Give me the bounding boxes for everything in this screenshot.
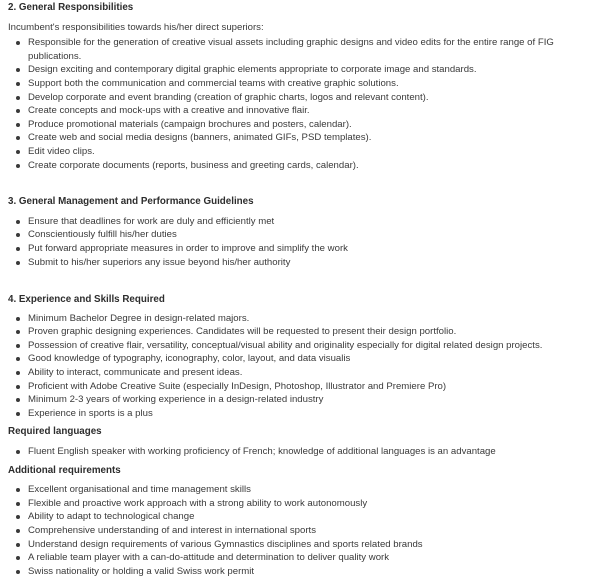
list-item: Possession of creative flair, versatility, conceptual/visual ability and originality especially for digital related design projects. bbox=[28, 339, 594, 353]
skills-list bbox=[8, 312, 594, 421]
list-item: Design exciting and contemporary digital graphic elements appropriate to corporate image and standards. bbox=[28, 63, 594, 77]
experience-skills-section bbox=[8, 293, 594, 420]
list-item: Ability to interact, communicate and present ideas. bbox=[28, 366, 594, 380]
list-item: Minimum Bachelor Degree in design-related majors. bbox=[28, 312, 594, 326]
section-title: 3. General Management and Performance Guidelines bbox=[8, 196, 254, 208]
list-item: Excellent organisational and time management skills bbox=[28, 483, 594, 497]
list-item: Develop corporate and event branding (creation of graphic charts, logos and relevant content). bbox=[28, 91, 594, 105]
list-item: Flexible and proactive work approach with a strong ability to work autonomously bbox=[28, 497, 594, 511]
list-item: A reliable team player with a can-do-attitude and determination to deliver quality work bbox=[28, 551, 594, 565]
guidelines-list bbox=[8, 215, 594, 269]
list-item: Comprehensive understanding of and interest in international sports bbox=[28, 524, 594, 538]
section-title: Additional requirements bbox=[8, 464, 121, 476]
list-item: Conscientiously fulfill his/her duties bbox=[28, 228, 594, 242]
list-item: Create corporate documents (reports, business and greeting cards, calendar). bbox=[28, 159, 594, 173]
list-item: Proficient with Adobe Creative Suite (especially InDesign, Photoshop, Illustrator and Premiere Pro) bbox=[28, 380, 594, 394]
section-title: 4. Experience and Skills Required bbox=[8, 294, 165, 306]
list-item: Swiss nationality or holding a valid Swiss work permit bbox=[28, 565, 594, 578]
list-item: Edit video clips. bbox=[28, 145, 594, 159]
section-intro: Incumbent's responsibilities towards his/her direct superiors: bbox=[8, 21, 264, 33]
list-item: Submit to his/her superiors any issue beyond his/her authority bbox=[28, 256, 594, 270]
responsibilities-list bbox=[8, 36, 594, 172]
section-title: Required languages bbox=[8, 426, 102, 438]
list-item: Create concepts and mock-ups with a creative and innovative flair. bbox=[28, 104, 594, 118]
list-item: Produce promotional materials (campaign brochures and posters, calendar). bbox=[28, 118, 594, 132]
list-item: Put forward appropriate measures in order to improve and simplify the work bbox=[28, 242, 594, 256]
list-item: Create web and social media designs (banners, animated GIFs, PSD templates). bbox=[28, 131, 594, 145]
list-item: Experience in sports is a plus bbox=[28, 407, 594, 421]
additional-requirements-list bbox=[8, 483, 594, 578]
list-item: Ensure that deadlines for work are duly and efficiently met bbox=[28, 215, 594, 229]
section-title: 2. General Responsibilities bbox=[8, 2, 134, 13]
list-item: Understand design requirements of various Gymnastics disciplines and sports related brands bbox=[28, 538, 594, 552]
list-item: Ability to adapt to technological change bbox=[28, 510, 594, 524]
additional-requirements-section bbox=[8, 464, 594, 578]
list-item: Good knowledge of typography, iconography, color, layout, and data visualis bbox=[28, 352, 594, 366]
languages-list bbox=[8, 445, 594, 459]
general-responsibilities-section bbox=[8, 1, 594, 172]
list-item: Support both the communication and commercial teams with creative graphic solutions. bbox=[28, 77, 594, 91]
list-item: Proven graphic designing experiences. Candidates will be requested to present their design portfolio. bbox=[28, 325, 594, 339]
list-item: Fluent English speaker with working proficiency of French; knowledge of additional languages is an advantage bbox=[28, 445, 594, 459]
required-languages-section bbox=[8, 425, 594, 458]
general-management-section bbox=[8, 195, 594, 269]
list-item: Minimum 2-3 years of working experience in a design-related industry bbox=[28, 393, 594, 407]
list-item: Responsible for the generation of creative visual assets including graphic designs and video edits for the entire range of FIG publications. bbox=[28, 36, 594, 63]
